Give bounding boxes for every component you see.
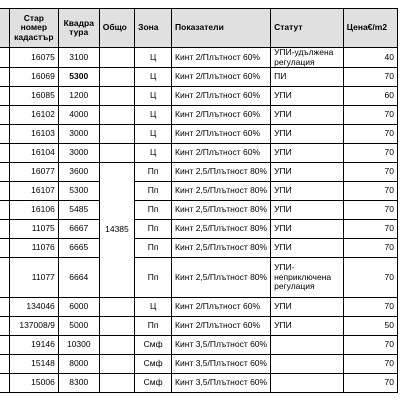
cell-zone: Смф	[135, 374, 172, 393]
header-area-line1: Квадра	[63, 17, 94, 28]
cell-total	[99, 298, 134, 317]
cell-zone: Пп	[135, 182, 172, 201]
table-row	[0, 258, 398, 298]
cell-total	[99, 68, 134, 87]
cell-total	[99, 48, 134, 68]
table-row	[0, 220, 398, 239]
cell-status	[271, 355, 344, 374]
cell-zone: Пп	[135, 317, 172, 336]
cell-price: 50	[343, 317, 397, 336]
cell-old-cadastre: 15148	[9, 355, 58, 374]
cell-old-cadastre: 134046	[9, 298, 58, 317]
cell-total	[99, 374, 134, 393]
cell-col0	[0, 239, 9, 258]
table-row	[0, 163, 398, 182]
cell-price: 70	[343, 163, 397, 182]
cell-area: 4000	[58, 106, 99, 125]
cell-area: 3600	[58, 163, 99, 182]
header-total: Общо	[99, 9, 134, 48]
cell-status	[271, 374, 344, 393]
cell-zone: Пп	[135, 239, 172, 258]
cell-status: УПИ-удължена регулация	[271, 48, 344, 68]
cell-total	[99, 355, 134, 374]
cell-status: УПИ-неприключена регулация	[271, 258, 344, 298]
cell-old-cadastre: 16085	[9, 87, 58, 106]
cell-status: УПИ	[271, 163, 344, 182]
cell-area: 3100	[58, 48, 99, 68]
cell-price: 70	[343, 374, 397, 393]
cell-col0	[0, 106, 9, 125]
cell-old-cadastre: 16103	[9, 125, 58, 144]
cell-zone: Ц	[135, 298, 172, 317]
cell-col0	[0, 144, 9, 163]
header-price: Цена€/m2	[343, 9, 397, 48]
table-row	[0, 201, 398, 220]
properties-table	[0, 8, 398, 393]
cell-col0	[0, 220, 9, 239]
cell-zone: Пп	[135, 163, 172, 182]
cell-old-cadastre: 16077	[9, 163, 58, 182]
cell-status: УПИ	[271, 239, 344, 258]
cell-indicators: Кинт 2,5/Плътност 80%	[172, 258, 271, 298]
cell-zone: Ц	[135, 144, 172, 163]
cell-price: 70	[343, 144, 397, 163]
cell-old-cadastre: 137008/9	[9, 317, 58, 336]
cell-old-cadastre: 16106	[9, 201, 58, 220]
cell-zone: Смф	[135, 355, 172, 374]
cell-zone: Ц	[135, 87, 172, 106]
cell-status: УПИ	[271, 298, 344, 317]
cell-col0	[0, 374, 9, 393]
cell-price: 70	[343, 239, 397, 258]
cell-price: 70	[343, 258, 397, 298]
cell-status: УПИ	[271, 106, 344, 125]
cell-old-cadastre: 16069	[9, 68, 58, 87]
table-row	[0, 239, 398, 258]
cell-status: УПИ	[271, 220, 344, 239]
cell-indicators: Кинт 2/Плътност 60%	[172, 48, 271, 68]
cell-status: УПИ	[271, 201, 344, 220]
cell-total	[99, 144, 134, 163]
cell-col0	[0, 182, 9, 201]
table-row	[0, 182, 398, 201]
header-old-cadastre: Стар номер кадастър	[9, 9, 58, 48]
cell-indicators: Кинт 2/Плътност 60%	[172, 144, 271, 163]
cell-old-cadastre: 16102	[9, 106, 58, 125]
cell-price: 70	[343, 68, 397, 87]
cell-indicators: Кинт 2,5/Плътност 80%	[172, 182, 271, 201]
cell-price: 70	[343, 336, 397, 355]
cell-price: 60	[343, 87, 397, 106]
cell-old-cadastre: 19146	[9, 336, 58, 355]
cell-price: 70	[343, 298, 397, 317]
cell-col0	[0, 201, 9, 220]
cell-zone: Ц	[135, 106, 172, 125]
table-row	[0, 336, 398, 355]
cell-col0	[0, 355, 9, 374]
cell-old-cadastre: 11076	[9, 239, 58, 258]
cell-indicators: Кинт 2,5/Плътност 80%	[172, 220, 271, 239]
cell-old-cadastre: 16104	[9, 144, 58, 163]
cell-old-cadastre: 15006	[9, 374, 58, 393]
cell-area: 3000	[58, 125, 99, 144]
cell-indicators: Кинт 2/Плътност 60%	[172, 87, 271, 106]
cell-price: 70	[343, 182, 397, 201]
cell-indicators: Кинт 2/Плътност 60%	[172, 317, 271, 336]
cell-price: 70	[343, 201, 397, 220]
cell-indicators: Кинт 2/Плътност 60%	[172, 298, 271, 317]
cell-indicators: Кинт 3,5/Плътност 60%	[172, 336, 271, 355]
table-row	[0, 144, 398, 163]
header-zone: Зона	[135, 9, 172, 48]
cell-area: 6667	[58, 220, 99, 239]
cell-area: 5300	[58, 68, 99, 87]
table-row	[0, 317, 398, 336]
table-row	[0, 355, 398, 374]
table-body	[0, 48, 398, 393]
header-indicators: Показатели	[172, 9, 271, 48]
cell-old-cadastre: 16075	[9, 48, 58, 68]
cell-price: 70	[343, 125, 397, 144]
cell-zone: Ц	[135, 68, 172, 87]
cell-col0	[0, 258, 9, 298]
cell-indicators: Кинт 2/Плътност 60%	[172, 106, 271, 125]
cell-col0	[0, 125, 9, 144]
cell-area: 5485	[58, 201, 99, 220]
header-area-line2: тура	[69, 27, 89, 37]
cell-indicators: Кинт 3,5/Плътност 60%	[172, 355, 271, 374]
cell-indicators: Кинт 2,5/Плътност 80%	[172, 163, 271, 182]
cell-zone: Ц	[135, 125, 172, 144]
cell-zone: Ц	[135, 48, 172, 68]
cell-price: 40	[343, 48, 397, 68]
cell-old-cadastre: 11075	[9, 220, 58, 239]
cell-total	[99, 125, 134, 144]
cell-col0	[0, 317, 9, 336]
cell-indicators: Кинт 2/Плътност 60%	[172, 68, 271, 87]
cell-zone: Пп	[135, 220, 172, 239]
cell-col0	[0, 336, 9, 355]
cell-price: 70	[343, 355, 397, 374]
cell-col0	[0, 48, 9, 68]
cell-price: 70	[343, 220, 397, 239]
cell-col0	[0, 298, 9, 317]
cell-status: УПИ	[271, 87, 344, 106]
cell-area: 6664	[58, 258, 99, 298]
cell-total	[99, 317, 134, 336]
cell-area: 1200	[58, 87, 99, 106]
table-row	[0, 125, 398, 144]
header-row	[0, 9, 398, 48]
cell-zone: Пп	[135, 258, 172, 298]
cell-old-cadastre: 11077	[9, 258, 58, 298]
table-row	[0, 48, 398, 68]
cell-status: ПИ	[271, 68, 344, 87]
cell-status	[271, 336, 344, 355]
cell-total	[99, 106, 134, 125]
cell-col0	[0, 87, 9, 106]
header-area	[58, 9, 99, 48]
table-row	[0, 87, 398, 106]
cell-area: 6000	[58, 298, 99, 317]
table-row	[0, 68, 398, 87]
header-col0	[0, 9, 9, 48]
cell-indicators: Кинт 3,5/Плътност 60%	[172, 374, 271, 393]
cell-total: 14385	[99, 163, 134, 298]
cell-area: 8000	[58, 355, 99, 374]
cell-total	[99, 336, 134, 355]
cell-price: 70	[343, 106, 397, 125]
cell-area: 5300	[58, 182, 99, 201]
cell-status: УПИ	[271, 182, 344, 201]
cell-area: 8300	[58, 374, 99, 393]
cell-area: 5000	[58, 317, 99, 336]
cell-status: УПИ	[271, 125, 344, 144]
cell-zone: Пп	[135, 201, 172, 220]
table-row	[0, 106, 398, 125]
cell-status: УПИ	[271, 317, 344, 336]
cell-col0	[0, 163, 9, 182]
cell-total	[99, 87, 134, 106]
cell-area: 3000	[58, 144, 99, 163]
table-row	[0, 298, 398, 317]
header-status: Статут	[271, 9, 344, 48]
cell-indicators: Кинт 2,5/Плътност 80%	[172, 201, 271, 220]
cell-zone: Смф	[135, 336, 172, 355]
table-row	[0, 374, 398, 393]
cell-indicators: Кинт 2,5/Плътност 80%	[172, 239, 271, 258]
cell-old-cadastre: 16107	[9, 182, 58, 201]
cell-col0	[0, 68, 9, 87]
cell-status: УПИ	[271, 144, 344, 163]
cell-indicators: Кинт 2/Плътност 60%	[172, 125, 271, 144]
cell-area: 10300	[58, 336, 99, 355]
cell-area: 6665	[58, 239, 99, 258]
